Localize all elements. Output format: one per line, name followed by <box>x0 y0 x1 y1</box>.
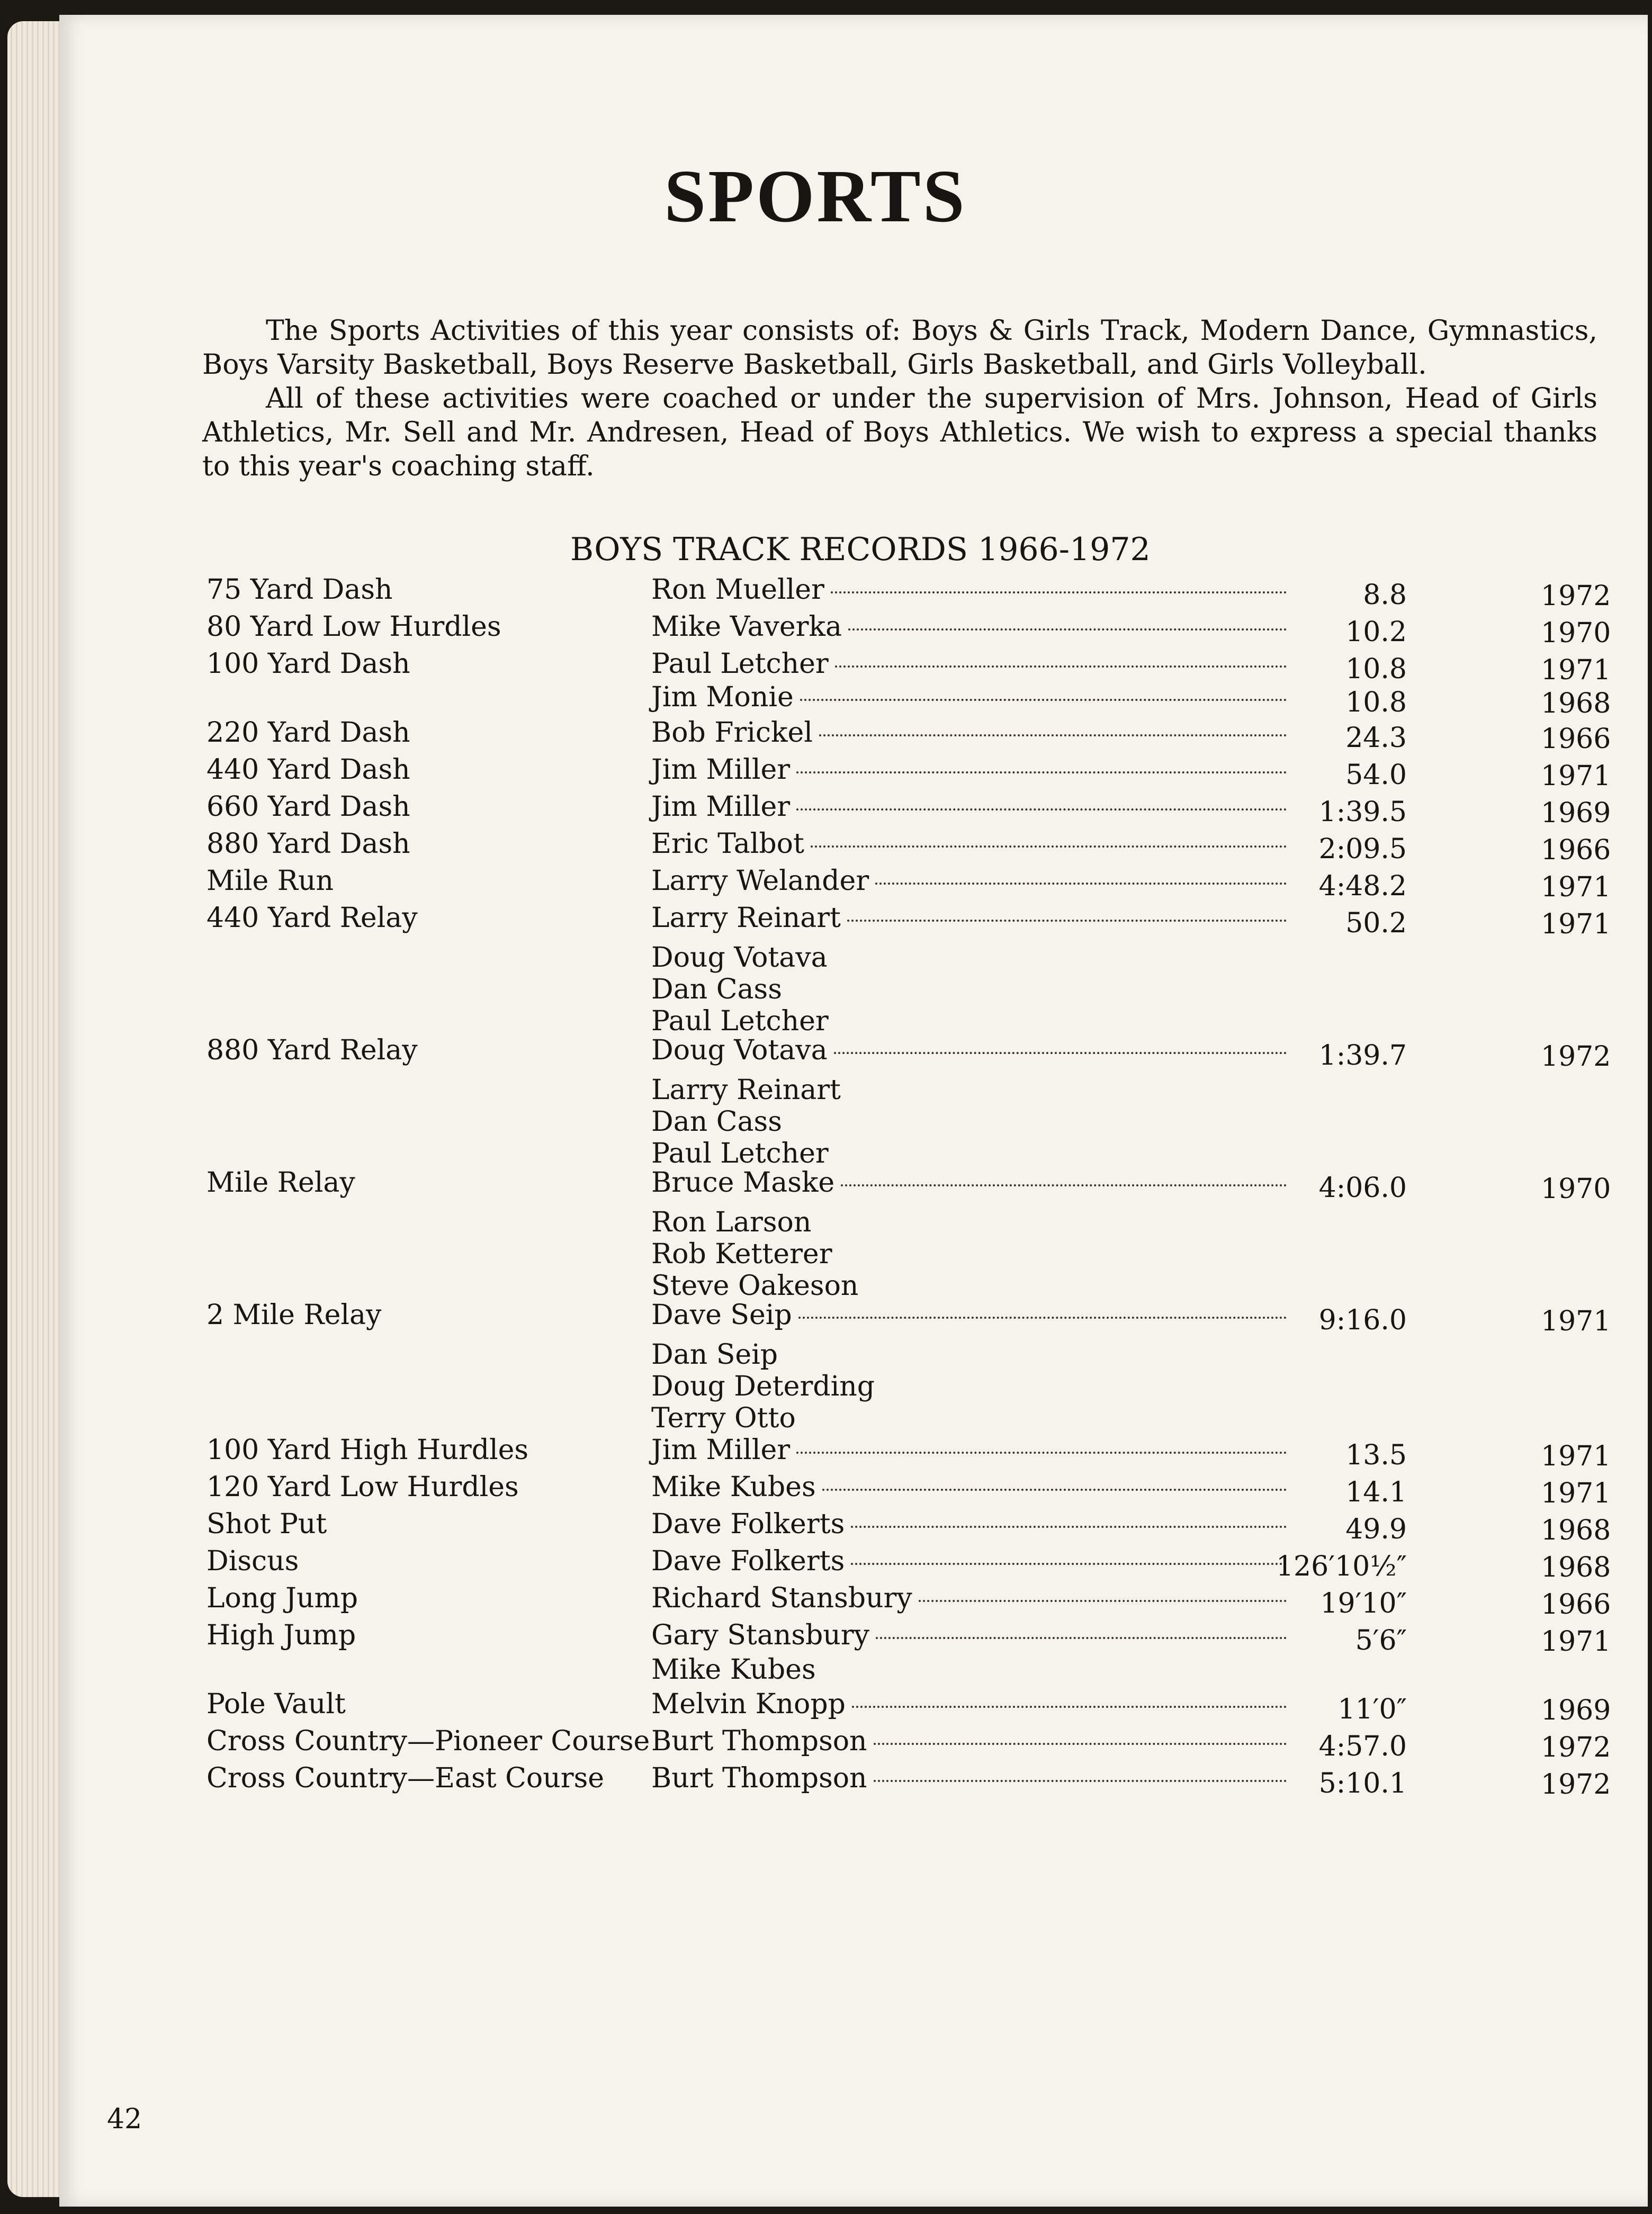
record-holder: Larry Reinart <box>651 902 841 934</box>
dot-leader <box>798 1317 1287 1319</box>
record-mark: 10.8 <box>1345 687 1407 718</box>
record-holder: Paul Letcher <box>651 648 829 680</box>
record-row <box>59 1725 1648 1763</box>
record-row <box>59 902 1648 940</box>
record-holder: Jim Miller <box>651 791 791 823</box>
record-mark: 126′10½″ <box>1276 1551 1407 1582</box>
record-year: 1969 <box>1541 797 1611 829</box>
dot-leader <box>876 1637 1287 1639</box>
relay-member: Steve Oakeson <box>651 1270 859 1302</box>
record-event: 880 Yard Dash <box>206 828 410 860</box>
page <box>59 15 1648 2207</box>
record-row <box>59 1299 1648 1337</box>
record-holder: Bob Frickel <box>651 717 813 749</box>
record-row <box>59 610 1648 649</box>
intro-text <box>202 314 1597 483</box>
records-title: BOYS TRACK RECORDS 1966-1972 <box>570 531 1151 568</box>
record-event: 100 Yard Dash <box>206 648 410 680</box>
relay-member: Dan Cass <box>651 974 782 1005</box>
record-event: 880 Yard Relay <box>206 1034 418 1066</box>
record-holder: Richard Stansbury <box>651 1582 912 1614</box>
relay-member: Doug Deterding <box>651 1371 875 1402</box>
record-year: 1971 <box>1541 871 1611 903</box>
record-mark: 4:06.0 <box>1318 1172 1407 1204</box>
record-mark: 4:57.0 <box>1318 1731 1407 1762</box>
record-mark: 24.3 <box>1345 722 1407 754</box>
record-row <box>59 1508 1648 1546</box>
record-event: Pole Vault <box>206 1688 346 1720</box>
record-event: Discus <box>206 1545 299 1577</box>
record-event: 660 Yard Dash <box>206 791 410 823</box>
intro-paragraph-2: All of these activities were coached or under the supervision of Mrs. Johnson, Head of Girls Athletics, Mr. Sell and Mr. Andresen, Head of Boys Athletics. We wish to express a special thanks to this year's coaching staff. <box>202 383 1597 482</box>
record-holder: Gary Stansbury <box>651 1619 870 1651</box>
dot-leader <box>822 1489 1287 1491</box>
dot-leader <box>831 591 1287 593</box>
record-event: Cross Country—Pioneer Course <box>206 1725 650 1757</box>
record-mark: 14.1 <box>1345 1477 1407 1508</box>
record-year: 1971 <box>1541 760 1611 792</box>
record-event: 80 Yard Low Hurdles <box>206 611 501 643</box>
record-year: 1968 <box>1541 1552 1611 1583</box>
dot-leader <box>851 1563 1287 1565</box>
record-row <box>59 1034 1648 1073</box>
record-holder: Bruce Maske <box>651 1167 835 1199</box>
record-mark: 5:10.1 <box>1318 1768 1407 1799</box>
record-year: 1972 <box>1541 1769 1611 1801</box>
record-year: 1971 <box>1541 1478 1611 1509</box>
dot-leader <box>796 808 1287 811</box>
record-row <box>59 753 1648 792</box>
record-mark: 8.8 <box>1363 579 1407 611</box>
record-mark: 10.8 <box>1345 653 1407 685</box>
record-mark: 9:16.0 <box>1318 1304 1407 1336</box>
relay-member: Terry Otto <box>651 1402 796 1434</box>
dot-leader <box>800 699 1287 701</box>
record-mark: 50.2 <box>1345 907 1407 939</box>
record-row <box>59 1762 1648 1801</box>
record-mark: 19′10″ <box>1320 1588 1407 1619</box>
record-holder: Doug Votava <box>651 1034 828 1066</box>
record-holder: Ron Mueller <box>651 574 824 606</box>
record-year: 1971 <box>1541 654 1611 686</box>
record-year: 1971 <box>1541 908 1611 940</box>
record-row <box>59 573 1648 612</box>
relay-member: Doug Votava <box>651 942 828 974</box>
record-year: 1966 <box>1541 723 1611 755</box>
record-mark: 5′6″ <box>1355 1625 1407 1657</box>
record-event: 100 Yard High Hurdles <box>206 1434 529 1466</box>
record-event: Cross Country—East Course <box>206 1762 605 1794</box>
record-year: 1966 <box>1541 834 1611 866</box>
record-row <box>59 1166 1648 1205</box>
record-holder: Dave Seip <box>651 1299 792 1331</box>
dot-leader <box>851 1526 1287 1528</box>
record-event: Mile Relay <box>206 1167 355 1199</box>
record-row <box>59 716 1648 755</box>
relay-member: Dan Seip <box>651 1339 778 1371</box>
record-holder: Mike Vaverka <box>651 611 842 643</box>
record-holder: Burt Thompson <box>651 1725 867 1757</box>
record-event: Shot Put <box>206 1508 327 1540</box>
dot-leader <box>841 1184 1287 1186</box>
record-year: 1971 <box>1541 1306 1611 1337</box>
dot-leader <box>874 1743 1287 1745</box>
record-year: 1970 <box>1541 617 1611 649</box>
relay-member: Larry Reinart <box>651 1074 841 1106</box>
record-holder: Eric Talbot <box>651 828 804 860</box>
record-event: 120 Yard Low Hurdles <box>206 1471 519 1503</box>
page-number: 42 <box>107 2103 142 2135</box>
record-row <box>59 647 1648 686</box>
record-row <box>59 827 1648 866</box>
record-holder: Jim Miller <box>651 754 791 786</box>
record-mark: 10.2 <box>1345 616 1407 648</box>
page-title: SPORTS <box>664 154 967 238</box>
record-mark: 11′0″ <box>1337 1694 1407 1725</box>
record-row <box>59 1434 1648 1472</box>
dot-leader <box>796 1452 1287 1454</box>
record-year: 1968 <box>1541 1515 1611 1546</box>
record-year: 1966 <box>1541 1589 1611 1621</box>
dot-leader <box>847 920 1287 922</box>
record-event: 220 Yard Dash <box>206 717 410 749</box>
relay-member: Paul Letcher <box>651 1138 829 1169</box>
record-holder: Burt Thompson <box>651 1762 867 1794</box>
record-year: 1971 <box>1541 1441 1611 1472</box>
record-event: High Jump <box>206 1619 356 1651</box>
record-row <box>59 1545 1648 1583</box>
record-mark: 2:09.5 <box>1318 833 1407 865</box>
record-row <box>59 865 1648 903</box>
record-row <box>59 1688 1648 1726</box>
dot-leader <box>848 628 1287 631</box>
dot-leader <box>796 771 1287 773</box>
record-event: 2 Mile Relay <box>206 1299 382 1331</box>
record-row <box>59 790 1648 829</box>
record-event: Long Jump <box>206 1582 358 1614</box>
record-holder: Jim Monie <box>651 681 794 713</box>
record-event: Mile Run <box>206 865 334 897</box>
record-year: 1968 <box>1541 688 1611 719</box>
record-holder: Jim Miller <box>651 1434 791 1466</box>
relay-member: Ron Larson <box>651 1207 812 1238</box>
record-holder: Melvin Knopp <box>651 1688 846 1720</box>
record-mark: 13.5 <box>1345 1439 1407 1471</box>
record-event: 75 Yard Dash <box>206 574 393 606</box>
dot-leader <box>852 1706 1287 1708</box>
record-year: 1972 <box>1541 1041 1611 1073</box>
relay-member: Paul Letcher <box>651 1005 829 1037</box>
record-holder: Larry Welander <box>651 865 869 897</box>
dot-leader <box>874 1780 1287 1782</box>
relay-member: Dan Cass <box>651 1106 782 1138</box>
dot-leader <box>819 734 1287 736</box>
record-year: 1972 <box>1541 1732 1611 1763</box>
co-holder: Mike Kubes <box>651 1654 816 1686</box>
dot-leader <box>875 883 1287 885</box>
record-row <box>59 1619 1648 1658</box>
dot-leader <box>835 665 1287 668</box>
record-year: 1972 <box>1541 580 1611 612</box>
record-event: 440 Yard Dash <box>206 754 410 786</box>
dot-leader <box>834 1052 1287 1054</box>
record-row <box>59 1471 1648 1509</box>
record-year: 1970 <box>1541 1173 1611 1205</box>
relay-member: Rob Ketterer <box>651 1238 832 1270</box>
record-year: 1969 <box>1541 1695 1611 1726</box>
record-mark: 49.9 <box>1345 1514 1407 1545</box>
record-mark: 4:48.2 <box>1318 870 1407 902</box>
record-mark: 1:39.5 <box>1318 796 1407 828</box>
record-holder: Mike Kubes <box>651 1471 816 1503</box>
intro-paragraph-1: The Sports Activities of this year consists of: Boys & Girls Track, Modern Dance, Gymnastics, Boys Varsity Basketball, Boys Reserve Basketball, Girls Basketball, and Girls Volleyball. <box>202 315 1597 381</box>
dot-leader <box>919 1600 1287 1602</box>
record-row <box>59 1582 1648 1621</box>
record-holder: Dave Folkerts <box>651 1545 845 1577</box>
record-row <box>59 681 1648 719</box>
record-year: 1971 <box>1541 1626 1611 1658</box>
record-mark: 54.0 <box>1345 759 1407 791</box>
record-event: 440 Yard Relay <box>206 902 418 934</box>
dot-leader <box>811 845 1287 848</box>
record-holder: Dave Folkerts <box>651 1508 845 1540</box>
record-mark: 1:39.7 <box>1318 1040 1407 1072</box>
